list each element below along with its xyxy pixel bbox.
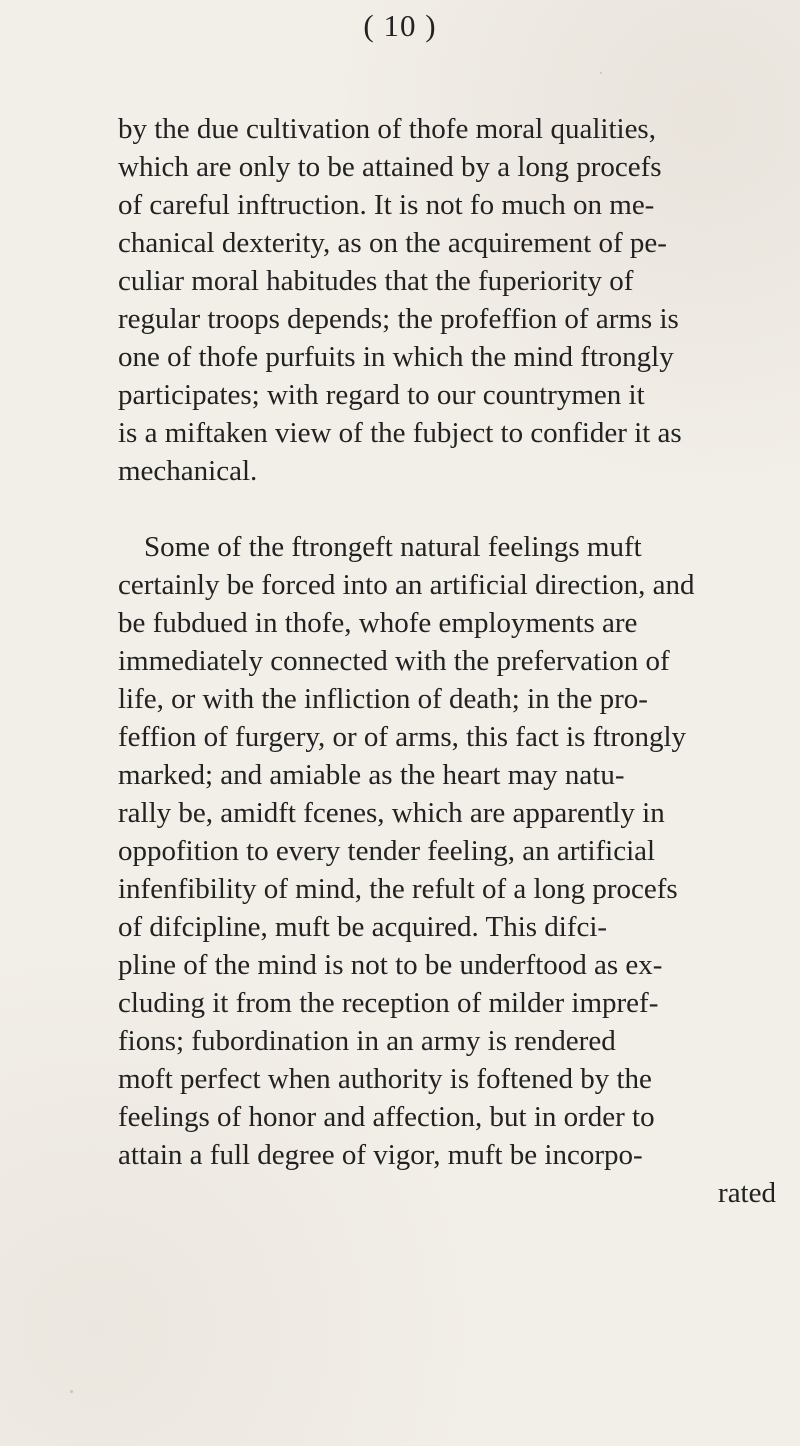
text-line: attain a full degree of vigor, muft be incorpo- xyxy=(118,1139,643,1171)
text-line: infenfibility of mind, the refult of a long procefs xyxy=(118,873,678,905)
text-line: marked; and amiable as the heart may natu- xyxy=(118,759,625,791)
text-line: Some of the ftrongeft natural feelings muft xyxy=(144,531,642,563)
text-line: feelings of honor and affection, but in order to xyxy=(118,1101,655,1133)
text-line: mechanical. xyxy=(118,455,258,487)
paper-speck xyxy=(600,72,602,74)
text-line: rally be, amidft fcenes, which are apparently in xyxy=(118,797,665,829)
text-line: be fubdued in thofe, whofe employments are xyxy=(118,607,638,639)
text-line: is a miftaken view of the fubject to confider it as xyxy=(118,417,682,449)
text-line: fions; fubordination in an army is rendered xyxy=(118,1025,616,1057)
text-line: of careful inftruction. It is not fo much on me- xyxy=(118,189,655,221)
catchword: rated xyxy=(718,1177,776,1209)
paper-speck xyxy=(70,1390,73,1393)
text-line: moft perfect when authority is foftened by the xyxy=(118,1063,652,1095)
text-line: life, or with the infliction of death; in the pro- xyxy=(118,683,648,715)
text-line: oppofition to every tender feeling, an artificial xyxy=(118,835,656,867)
paper-speck xyxy=(402,1040,404,1042)
text-line: which are only to be attained by a long procefs xyxy=(118,151,662,183)
text-line: by the due cultivation of thofe moral qualities, xyxy=(118,113,656,145)
page-number: ( 10 ) xyxy=(363,8,437,43)
text-line: of difcipline, muft be acquired. This difci- xyxy=(118,911,608,943)
text-line: immediately connected with the prefervation of xyxy=(118,645,670,677)
text-line: participates; with regard to our countrymen it xyxy=(118,379,645,411)
text-line: chanical dexterity, as on the acquirement of pe- xyxy=(118,227,667,259)
text-line: feffion of furgery, or of arms, this fact is ftrongly xyxy=(118,721,687,753)
text-line: pline of the mind is not to be underftood as ex- xyxy=(118,949,663,981)
paragraph-1 xyxy=(118,110,788,490)
body-text xyxy=(118,110,788,1212)
paragraph-gap xyxy=(118,490,788,528)
text-line: culiar moral habitudes that the fuperiority of xyxy=(118,265,634,297)
text-line: one of thofe purfuits in which the mind ftrongly xyxy=(118,341,674,373)
text-line: certainly be forced into an artificial direction, and xyxy=(118,569,695,601)
text-line: regular troops depends; the profeffion of arms is xyxy=(118,303,679,335)
paragraph-2 xyxy=(118,528,788,1212)
text-line: cluding it from the reception of milder impref- xyxy=(118,987,659,1019)
